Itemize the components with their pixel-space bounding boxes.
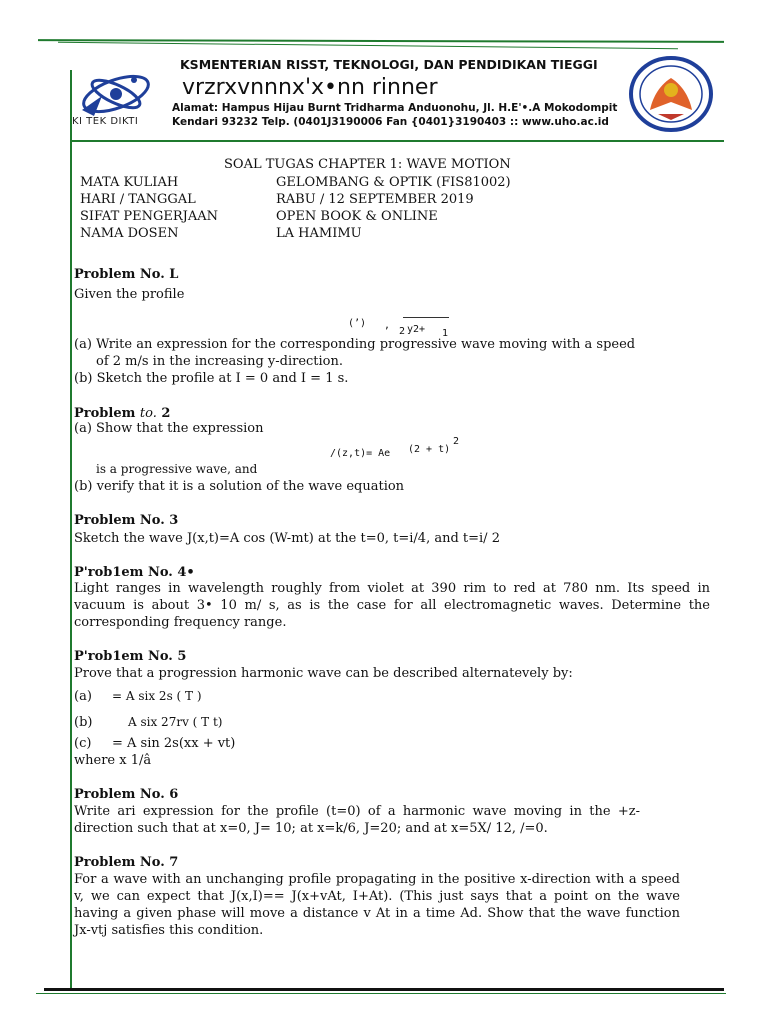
logo-caption: KI TEK DIKTI xyxy=(72,116,139,127)
problem-7-title: Problem No. 7 xyxy=(74,855,179,870)
address-line-1: Alamat: Hampus Hijau Burnt Tridharma Anduonohu, Jl. H.E'•.A Mokodompit xyxy=(172,102,618,114)
problem-1-title: Problem No. L xyxy=(74,267,179,282)
info-label-lecturer: NAMA DOSEN xyxy=(80,226,179,241)
assignment-title: SOAL TUGAS CHAPTER 1: WAVE MOTION xyxy=(224,157,511,172)
header-bottom-rule xyxy=(70,140,724,142)
problem-1-part-a: (a) Write an expression for the corresponding progressive wave moving with a speed xyxy=(74,337,636,352)
info-value-mode: OPEN BOOK & ONLINE xyxy=(276,209,438,224)
address-line-2: Kendari 93232 Telp. (0401J3190006 Fan {0401}3190403 :: www.uho.ac.id xyxy=(172,116,609,128)
problem-2-equation: /(z,t)= Ae (2 + t) 2 xyxy=(330,436,460,459)
university-name: vrzrxvnnnx'x•nn rinner xyxy=(182,75,438,100)
problem-6-title: Problem No. 6 xyxy=(74,787,179,802)
left-margin-rule xyxy=(70,70,72,990)
problem-5-b-eq: A six 27rv ( T t) xyxy=(128,715,223,729)
info-label-course: MATA KULIAH xyxy=(80,175,179,190)
problem-3-title: Problem No. 3 xyxy=(74,513,179,528)
info-label-mode: SIFAT PENGERJAAN xyxy=(80,209,219,224)
footer-rule-2 xyxy=(36,993,726,994)
problem-1-equation: (’) , 2 y2+ 1 xyxy=(348,318,449,339)
header-top-rule-2 xyxy=(58,42,678,49)
problem-2-part-a: (a) Show that the expression xyxy=(74,421,264,436)
problem-1-part-a-cont: of 2 m/s in the increasing y-direction. xyxy=(96,354,344,369)
problem-5-title: P'rob1em No. 5 xyxy=(74,649,187,664)
problem-1-intro: Given the profile xyxy=(74,287,185,302)
problem-5-a-label: (a) xyxy=(74,689,92,704)
info-value-date: RABU / 12 SEPTEMBER 2019 xyxy=(276,192,474,207)
problem-5-b-label: (b) xyxy=(74,715,93,730)
problem-5-where: where x 1/â xyxy=(74,753,152,768)
info-value-course: GELOMBANG & OPTIK (FIS81002) xyxy=(276,175,511,190)
problem-1-part-b: (b) Sketch the profile at I = 0 and I = 1 s. xyxy=(74,371,349,386)
problem-5-a-eq: = A six 2s ( T ) xyxy=(112,689,202,703)
info-label-date: HARI / TANGGAL xyxy=(80,192,196,207)
problem-7-text: For a wave with an unchanging profile propagating in the positive x-direction with a speed v, we can expect that J(x,I)== J(x+vAt, I+At). (This just says that a point on the wave having a given phase will move a distance v At in a time Ad. Show that the wave function Jx-vtj satisfies this condition. xyxy=(74,872,680,938)
problem-6-text: Write ari expression for the profile (t=0) of a harmonic wave moving in the +z-direction such that at x=0, J= 10; at x=k/6, J=20; and at x=5X/ 12, /=0. xyxy=(74,804,640,836)
problem-4-title: P'rob1em No. 4• xyxy=(74,565,195,580)
problem-3-text: Sketch the wave J(x,t)=A cos (W-mt) at the t=0, t=i/4, and t=i/ 2 xyxy=(74,531,500,546)
ministry-name: KSMENTERIAN RISST, TEKNOLOGI, DAN PENDIDIKAN TIEGGI xyxy=(180,57,598,72)
problem-2-part-b: (b) verify that it is a solution of the wave equation xyxy=(74,479,405,494)
footer-rule xyxy=(44,988,724,991)
problem-2-mid: is a progressive wave, and xyxy=(96,462,258,476)
problem-4-text: Light ranges in wavelength roughly from violet at 390 rim to red at 780 nm. Its speed in vacuum is about 3• 10 m/ s, as is the case for all electromagnetic waves. Determine the corresponding frequency range. xyxy=(74,581,710,630)
info-value-lecturer: LA HAMIMU xyxy=(276,226,362,241)
problem-5-c-eq: = A sin 2s(xx + vt) xyxy=(112,736,236,751)
problem-5-c-label: (c) xyxy=(74,736,92,751)
problem-5-text: Prove that a progression harmonic wave can be described alternatevely by: xyxy=(74,666,573,681)
problem-2-title: Problem to. 2 xyxy=(74,406,171,421)
university-seal xyxy=(628,56,714,132)
